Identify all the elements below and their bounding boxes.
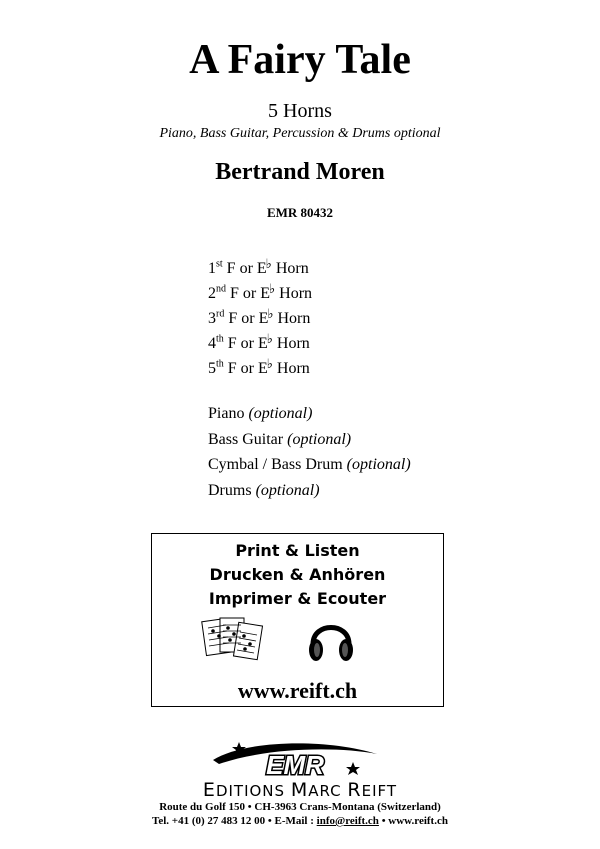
- parts-list: [208, 253, 312, 378]
- headphones-icon: [307, 612, 355, 668]
- flat-icon: ♭: [266, 331, 273, 346]
- email-link[interactable]: info@reift.ch: [316, 815, 379, 827]
- sheet-music-icon: [200, 614, 264, 670]
- print-listen-box: [151, 533, 444, 707]
- optional-part-item: Cymbal / Bass Drum (optional): [208, 456, 411, 473]
- print-listen-line-fr: Imprimer & Ecouter: [208, 589, 387, 608]
- emr-logo: [205, 738, 385, 780]
- publisher-name: EDITIONS MARC REIFT: [202, 779, 398, 801]
- publisher-address: Route du Golf 150 • CH-3963 Crans-Montana (Switzerland): [159, 801, 441, 813]
- print-listen-line-en: Print & Listen: [235, 541, 360, 560]
- optional-part-item: Piano (optional): [208, 405, 313, 422]
- flat-icon: ♭: [269, 281, 276, 296]
- composer-name: Bertrand Moren: [215, 159, 385, 185]
- flat-icon: ♭: [266, 356, 273, 371]
- flat-icon: ♭: [267, 306, 274, 321]
- optional-part-item: Bass Guitar (optional): [208, 430, 352, 448]
- part-item: 1st F or E♭ Horn: [208, 256, 309, 277]
- optional-part-item: Drums (optional): [208, 481, 320, 499]
- part-item: 3rd F or E♭ Horn: [208, 306, 311, 327]
- ensemble-subtitle: 5 Horns: [268, 100, 332, 122]
- part-item: 2nd F or E♭ Horn: [208, 281, 313, 302]
- part-item: 4th F or E♭ Horn: [208, 331, 310, 352]
- logo-text: EMR: [266, 750, 324, 780]
- catalog-number: EMR 80432: [266, 205, 334, 220]
- flat-icon: ♭: [265, 256, 272, 271]
- optional-instrumentation: Piano, Bass Guitar, Percussion & Drums optional: [159, 126, 441, 141]
- optional-parts-list: [208, 403, 411, 505]
- website-url[interactable]: www.reift.ch: [237, 678, 358, 703]
- page-title: A Fairy Tale: [189, 37, 411, 83]
- print-listen-line-de: Drucken & Anhören: [209, 565, 386, 584]
- publisher-contact: Tel. +41 (0) 27 483 12 00 • E-Mail : info@reift.ch • www.reift.ch: [152, 815, 448, 827]
- part-item: 5th F or E♭ Horn: [208, 356, 310, 377]
